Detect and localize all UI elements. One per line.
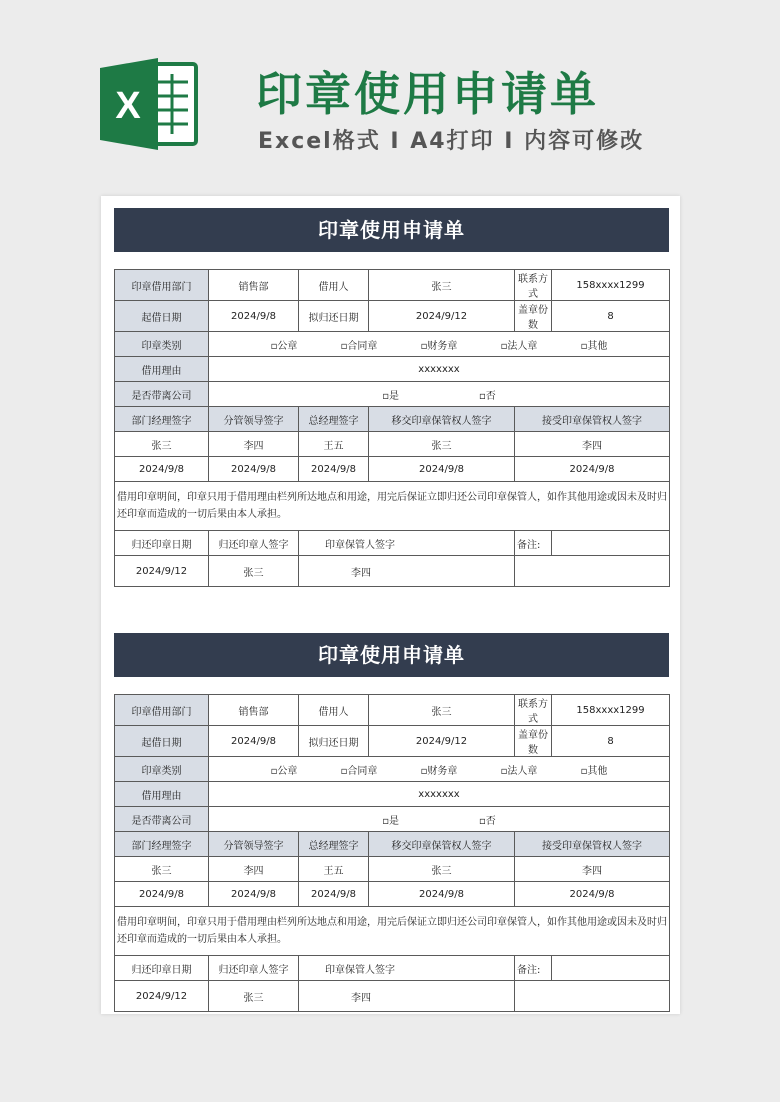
contact-value[interactable]: 158xxxx1299 bbox=[552, 695, 670, 726]
borrow-date-value[interactable]: 2024/9/8 bbox=[209, 301, 299, 332]
seal-type-checkbox[interactable]: ▫ 财务章 bbox=[421, 337, 458, 352]
sign-name[interactable]: 李四 bbox=[515, 857, 670, 882]
borrow-date-label: 起借日期 bbox=[115, 301, 209, 332]
sign-name[interactable]: 李四 bbox=[209, 857, 299, 882]
remark-value[interactable] bbox=[552, 956, 670, 981]
contact-label: 联系方式 bbox=[515, 270, 552, 301]
leave-company-label: 是否带离公司 bbox=[115, 382, 209, 407]
sign-header: 接受印章保管权人签字 bbox=[515, 832, 670, 857]
table-row bbox=[115, 382, 670, 407]
sign-date[interactable]: 2024/9/8 bbox=[209, 457, 299, 482]
keeper-value[interactable]: 李四 bbox=[299, 556, 515, 587]
remark-label: 备注: bbox=[515, 531, 552, 556]
sign-header: 部门经理签字 bbox=[115, 832, 209, 857]
leave-company-label: 是否带离公司 bbox=[115, 807, 209, 832]
reason-value[interactable]: xxxxxxx bbox=[209, 357, 670, 382]
leave-company-options bbox=[209, 382, 670, 407]
sign-date[interactable]: 2024/9/8 bbox=[515, 882, 670, 907]
dept-value[interactable]: 销售部 bbox=[209, 695, 299, 726]
table-row bbox=[115, 757, 670, 782]
form-table bbox=[114, 269, 670, 587]
table-row bbox=[115, 882, 670, 907]
seal-application-form-2 bbox=[114, 633, 669, 1012]
borrower-value[interactable]: 张三 bbox=[369, 695, 515, 726]
remark-value[interactable] bbox=[552, 531, 670, 556]
return-date-value[interactable]: 2024/9/12 bbox=[115, 556, 209, 587]
returner-label: 归还印章人签字 bbox=[209, 531, 299, 556]
sign-name[interactable]: 张三 bbox=[115, 857, 209, 882]
sign-name[interactable]: 王五 bbox=[299, 432, 369, 457]
keeper-value[interactable]: 李四 bbox=[299, 981, 515, 1012]
reason-value[interactable]: xxxxxxx bbox=[209, 782, 670, 807]
borrower-label: 借用人 bbox=[299, 695, 369, 726]
borrower-value[interactable]: 张三 bbox=[369, 270, 515, 301]
excel-logo-icon bbox=[100, 56, 200, 152]
keeper-label: 印章保管人签字 bbox=[299, 956, 515, 981]
return-plan-value[interactable]: 2024/9/12 bbox=[369, 726, 515, 757]
table-row bbox=[115, 482, 670, 531]
seal-type-label: 印章类别 bbox=[115, 757, 209, 782]
table-row bbox=[115, 726, 670, 757]
form-table bbox=[114, 694, 670, 1012]
sign-name[interactable]: 张三 bbox=[369, 432, 515, 457]
seal-type-checkbox[interactable]: ▫ 法人章 bbox=[501, 337, 538, 352]
leave-yes-checkbox[interactable]: ▫ 是 bbox=[382, 387, 399, 402]
sign-name[interactable]: 张三 bbox=[369, 857, 515, 882]
seal-type-checkbox[interactable]: ▫ 其他 bbox=[581, 337, 608, 352]
sign-header: 总经理签字 bbox=[299, 407, 369, 432]
sign-date[interactable]: 2024/9/8 bbox=[369, 882, 515, 907]
seal-type-checkbox[interactable]: ▫ 合同章 bbox=[341, 762, 378, 777]
keeper-label: 印章保管人签字 bbox=[299, 531, 515, 556]
leave-yes-checkbox[interactable]: ▫ 是 bbox=[382, 812, 399, 827]
sign-date[interactable]: 2024/9/8 bbox=[209, 882, 299, 907]
form-title: 印章使用申请单 bbox=[114, 208, 669, 252]
seal-type-label: 印章类别 bbox=[115, 332, 209, 357]
remark-label: 备注: bbox=[515, 956, 552, 981]
seal-type-checkbox[interactable]: ▫ 其他 bbox=[581, 762, 608, 777]
table-row bbox=[115, 301, 670, 332]
table-row bbox=[115, 907, 670, 956]
sign-header: 部门经理签字 bbox=[115, 407, 209, 432]
dept-value[interactable]: 销售部 bbox=[209, 270, 299, 301]
seal-application-form-1 bbox=[114, 208, 669, 587]
sign-header: 接受印章保管权人签字 bbox=[515, 407, 670, 432]
contact-label: 联系方式 bbox=[515, 695, 552, 726]
table-row bbox=[115, 782, 670, 807]
copies-value[interactable]: 8 bbox=[552, 726, 670, 757]
table-row bbox=[115, 332, 670, 357]
table-row bbox=[115, 981, 670, 1012]
seal-type-checkbox[interactable]: ▫ 法人章 bbox=[501, 762, 538, 777]
table-row bbox=[115, 407, 670, 432]
returner-label: 归还印章人签字 bbox=[209, 956, 299, 981]
sign-date[interactable]: 2024/9/8 bbox=[515, 457, 670, 482]
return-date-value[interactable]: 2024/9/12 bbox=[115, 981, 209, 1012]
copies-label: 盖章份数 bbox=[515, 301, 552, 332]
svg-text:X: X bbox=[115, 85, 141, 127]
return-plan-label: 拟归还日期 bbox=[299, 726, 369, 757]
remark-area[interactable] bbox=[515, 981, 670, 1012]
seal-type-options bbox=[209, 332, 670, 357]
borrow-date-label: 起借日期 bbox=[115, 726, 209, 757]
table-row bbox=[115, 695, 670, 726]
table-row bbox=[115, 432, 670, 457]
leave-company-options bbox=[209, 807, 670, 832]
form-title: 印章使用申请单 bbox=[114, 633, 669, 677]
sign-header: 移交印章保管权人签字 bbox=[369, 407, 515, 432]
remark-area[interactable] bbox=[515, 556, 670, 587]
return-date-label: 归还印章日期 bbox=[115, 531, 209, 556]
copies-value[interactable]: 8 bbox=[552, 301, 670, 332]
sign-header: 总经理签字 bbox=[299, 832, 369, 857]
sign-date[interactable]: 2024/9/8 bbox=[369, 457, 515, 482]
sign-date[interactable]: 2024/9/8 bbox=[115, 882, 209, 907]
table-row bbox=[115, 457, 670, 482]
dept-label: 印章借用部门 bbox=[115, 695, 209, 726]
table-row bbox=[115, 270, 670, 301]
sign-header: 移交印章保管权人签字 bbox=[369, 832, 515, 857]
table-row bbox=[115, 807, 670, 832]
borrow-date-value[interactable]: 2024/9/8 bbox=[209, 726, 299, 757]
table-row bbox=[115, 531, 670, 556]
sign-name[interactable]: 李四 bbox=[515, 432, 670, 457]
return-date-label: 归还印章日期 bbox=[115, 956, 209, 981]
table-row bbox=[115, 956, 670, 981]
declaration-note: 借用印章明间，印章只用于借用理由栏列所达地点和用途，用完后保证立即归还公司印章保管人，如作其他用途或因未及时归还印章而造成的一切后果由本人承担。 bbox=[115, 907, 670, 956]
banner-title: 印章使用申请单 bbox=[256, 67, 599, 121]
seal-type-checkbox[interactable]: ▫ 公章 bbox=[271, 337, 298, 352]
reason-label: 借用理由 bbox=[115, 782, 209, 807]
table-row bbox=[115, 832, 670, 857]
copies-label: 盖章份数 bbox=[515, 726, 552, 757]
seal-type-checkbox[interactable]: ▫ 公章 bbox=[271, 762, 298, 777]
sign-name[interactable]: 王五 bbox=[299, 857, 369, 882]
sign-name[interactable]: 李四 bbox=[209, 432, 299, 457]
returner-value[interactable]: 张三 bbox=[209, 981, 299, 1012]
seal-type-options bbox=[209, 757, 670, 782]
contact-value[interactable]: 158xxxx1299 bbox=[552, 270, 670, 301]
leave-no-checkbox[interactable]: ▫ 否 bbox=[479, 387, 496, 402]
return-plan-label: 拟归还日期 bbox=[299, 301, 369, 332]
return-plan-value[interactable]: 2024/9/12 bbox=[369, 301, 515, 332]
seal-type-checkbox[interactable]: ▫ 财务章 bbox=[421, 762, 458, 777]
reason-label: 借用理由 bbox=[115, 357, 209, 382]
seal-type-checkbox[interactable]: ▫ 合同章 bbox=[341, 337, 378, 352]
sign-date[interactable]: 2024/9/8 bbox=[299, 457, 369, 482]
returner-value[interactable]: 张三 bbox=[209, 556, 299, 587]
table-row bbox=[115, 357, 670, 382]
borrower-label: 借用人 bbox=[299, 270, 369, 301]
declaration-note: 借用印章明间，印章只用于借用理由栏列所达地点和用途，用完后保证立即归还公司印章保管人，如作其他用途或因未及时归还印章而造成的一切后果由本人承担。 bbox=[115, 482, 670, 531]
banner-subtitle: Excel格式 I A4打印 I 内容可修改 bbox=[258, 129, 645, 154]
sign-header: 分管领导签字 bbox=[209, 832, 299, 857]
table-row bbox=[115, 556, 670, 587]
dept-label: 印章借用部门 bbox=[115, 270, 209, 301]
sign-name[interactable]: 张三 bbox=[115, 432, 209, 457]
sign-header: 分管领导签字 bbox=[209, 407, 299, 432]
table-row bbox=[115, 857, 670, 882]
leave-no-checkbox[interactable]: ▫ 否 bbox=[479, 812, 496, 827]
banner bbox=[0, 0, 780, 195]
sign-date[interactable]: 2024/9/8 bbox=[115, 457, 209, 482]
sign-date[interactable]: 2024/9/8 bbox=[299, 882, 369, 907]
